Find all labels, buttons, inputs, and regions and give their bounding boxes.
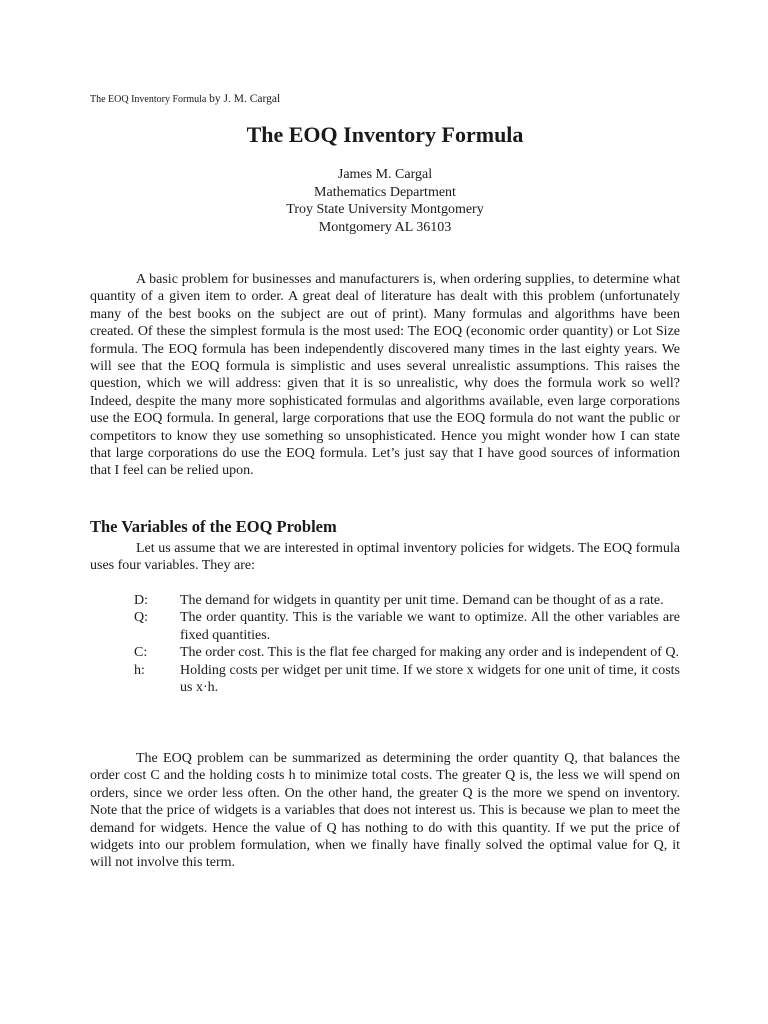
author-location: Montgomery AL 36103	[318, 219, 452, 235]
summary-paragraph: The EOQ problem can be summarized as determining the order quantity Q, that balances the order cost C and the holding costs h to minimize total costs. The greater Q is, the less we will spend on orders, since we order less often. On the other hand, the greater Q is the more we spend on inventory. Note that the price of widgets is a variables that does not interest us. This is because we plan to meet the demand for widgets. Hence the value of Q has nothing to do with this quantity. If we put the price of widgets into our problem formulation, when we finally have finally solved the optimal value for Q, it will not involve this term.	[90, 751, 680, 871]
variable-item	[134, 609, 680, 644]
variable-item	[134, 644, 680, 661]
variable-symbol: D:	[134, 593, 148, 608]
variable-description: The order cost. This is the flat fee charged for making any order and is independent of Q.	[180, 645, 680, 661]
author-block	[90, 166, 680, 236]
document-title: The EOQ Inventory Formula	[246, 122, 524, 147]
author-name: James M. Cargal	[337, 167, 433, 182]
variable-list	[134, 592, 680, 696]
variable-description: The order quantity. This is the variable we want to optimize. All the other variables are fixed quantities.	[180, 610, 680, 643]
variable-symbol: C:	[134, 645, 148, 661]
variable-description: The demand for widgets in quantity per unit time. Demand can be thought of as a rate.	[180, 593, 664, 608]
section-heading: The Variables of the EOQ Problem	[90, 517, 337, 536]
document-page	[90, 0, 680, 1024]
running-header-title: The EOQ Inventory Formula	[90, 94, 207, 105]
variable-symbol: Q:	[134, 610, 148, 626]
variable-item	[134, 662, 680, 697]
variable-symbol: h:	[134, 662, 145, 678]
section-intro-paragraph: Let us assume that we are interested in optimal inventory policies for widgets. The EOQ formula uses four variables. They are:	[90, 541, 680, 574]
intro-paragraph: A basic problem for businesses and manufacturers is, when ordering supplies, to determine what quantity of a given item to order. A great deal of literature has dealt with this problem (unfortunately many of the best books on the subject are out of print). Many formulas and algorithms have been created. Of these the simplest formula is the most used: The EOQ (economic order quantity) or Lot Size formula. The EOQ formula has been independently discovered many times in the last eighty years. We will see that the EOQ formula is simplistic and uses several unrealistic assumptions. This raises the question, which we will address: given that it is so unrealistic, why does the formula work so well? Indeed, despite the many more sophisticated formulas and algorithms available, even large corporations use the EOQ formula. In general, large corporations that use the EOQ formula do not want the public or competitors to know they use something so unsophisticated. Hence you might wonder how I can state that large corporations do use the EOQ formula. Let’s just say that I have good sources of information that I feel can be relied upon.	[90, 272, 680, 479]
running-header	[90, 93, 280, 105]
running-header-author: by J. M. Cargal	[209, 93, 281, 105]
author-university: Troy State University Montgomery	[286, 202, 484, 217]
variable-description: Holding costs per widget per unit time. If we store x widgets for one unit of time, it costs us x·h.	[180, 662, 680, 696]
author-department: Mathematics Department	[314, 184, 456, 200]
variable-item	[134, 592, 680, 609]
